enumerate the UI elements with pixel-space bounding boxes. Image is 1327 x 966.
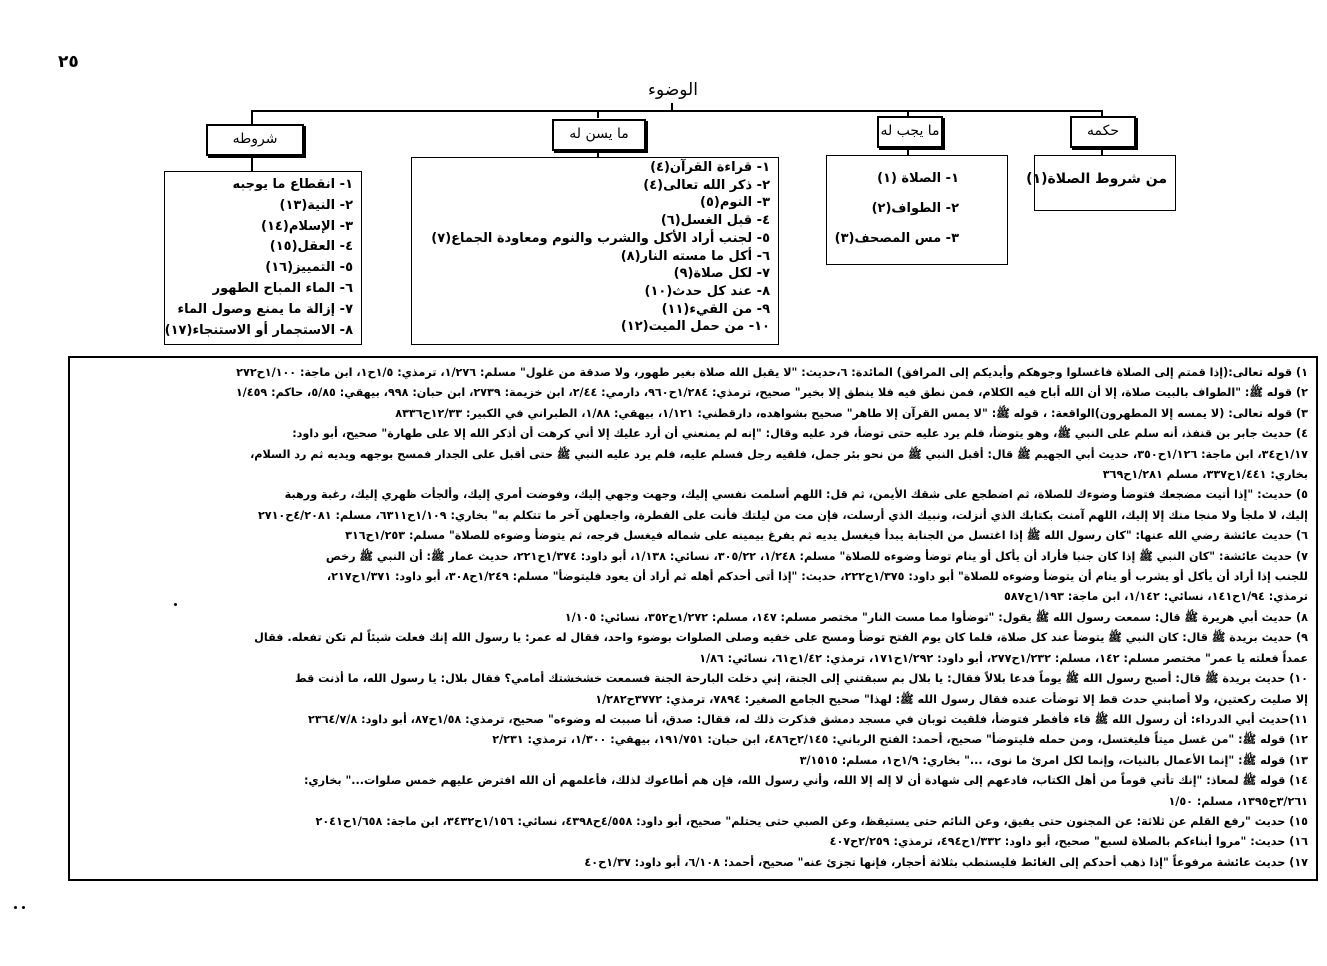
yajib-box xyxy=(826,155,1008,265)
shurut-box xyxy=(164,171,362,345)
footnote-line: عمداً فعلته يا عمر" مختصر مسلم: ١٤٢، مسلم: ١/٢٣٢ح٢٧٧، أبو داود: ١/٢٩٢ح١٧١، ترمذي: ١/٤٢ح٦١، نسائي: ١/٨٦ xyxy=(699,651,1308,665)
header-ma-yajib-lahu: ما يجب له xyxy=(877,116,943,148)
footnote-line: إلا صليت ركعتين، ولا أصابني حدث قط إلا توضأت عنده فقال رسول الله ﷺ: لهذا" صحيح الجامع الصغير: ٧٨٩٤، ترمذي: ٣٧٧٢ح١/٢٨٢ xyxy=(595,692,1308,706)
header-hukm: حكمه xyxy=(1070,116,1136,148)
footnote-line: ١٦) حديث: "مروا أبناءكم بالصلاة لسبع" صحيح، أبو داود: ١/٣٣٢ح٤٩٤، ترمذي: ٢/٢٥٩ح٤٠٧ xyxy=(829,835,1308,849)
shurut-item: ٢- النية(١٣) xyxy=(279,197,353,213)
footnote-line: ١٠) حديث بريدة ﷺ قال: أصبح رسول الله ﷺ يوماً فدعا بلالاً فقال: يا بلال بم سبقتني إلى الجنة، إني دخلت البارحة الجنة فسمعت خشخشتك أمامي؟ فقال بلال: يا رسول الله، ما أذنت قط xyxy=(294,672,1308,686)
shurut-item: ٥- التمييز(١٦) xyxy=(265,260,353,276)
footnote-line: ١٤) قوله ﷺ لمعاذ: "إنك تأتي قوماً من أهل الكتاب، فادعهم إلى شهادة أن لا إله إلا الله، وأني رسول الله، فإن هم أطاعوك لذلك، فأعلمهم أن الله افترض عليهم خمس صلوات..." بخاري: xyxy=(303,774,1308,788)
scan-speck xyxy=(174,603,177,606)
footnote-line: بخاري: ١/٤٤١ح٣٣٧، مسلم ١/٢٨١ح٣٦٩ xyxy=(1102,468,1308,482)
shurut-item: ٨- الاستجمار أو الاستنجاء(١٧) xyxy=(164,322,353,338)
shurut-item: ٤- العقل(١٥) xyxy=(269,239,353,255)
shurut-item: ٣- الإسلام(١٤) xyxy=(261,218,353,234)
yusann-item: ٦- أكل ما مسته النار(٨) xyxy=(620,248,770,264)
shurut-item: ٦- الماء المباح الطهور xyxy=(212,280,353,296)
yusann-item: ٣- النوم(٥) xyxy=(699,195,770,211)
hukm-item: من شروط الصلاة(١) xyxy=(1026,171,1167,187)
footnote-line: ١١)حديث أبي الدرداء: أن رسول الله ﷺ قاء فأفطر فتوضأ، فلقيت ثوبان في مسجد دمشق فذكرت ذلك له، فقال: صدق، أنا صببت له وضوءه" صحيح، ترمذي: ١/٥٨ح٨٧، أبو داود: ٢٣٦٤/٧/٨ xyxy=(308,712,1308,726)
footnote-line: ١٣) قوله ﷺ: "إنما الأعمال بالنيات، وإنما لكل امرئ ما نوى، ..." بخاري: ١/٩ح١، مسلم: ٣/١٥١٥ xyxy=(799,753,1308,767)
footnote-line: ١٥) حديث "رفع القلم عن ثلاثة: عن المجنون حتى يفيق، وعن النائم حتى يستيقظ، وعن الصبي حتى يحتلم" صحيح، أبو داود: ٤/٥٥٨ح٤٣٩٨، نسائي: ١/١٥٦ح٣٤٣٢، ابن ماجة: ١/٦٥٨ح٢٠٤١ xyxy=(315,814,1308,828)
yusann-item: ٩- من القيء(١١) xyxy=(661,301,770,317)
shurut-item: ١- انقطاع ما يوجبه xyxy=(232,177,353,192)
footnote-line: ٦) حديث عائشة رضي الله عنها: "كان رسول الله ﷺ إذا اغتسل من الجنابة يبدأ فيغسل يديه ثم يفرغ بيمينه على شماله فيغسل فرجه، ثم يتوضأ وضوءه للصلاة" مسلم: ١/٢٥٣ح٣١٦ xyxy=(345,529,1308,543)
footnote-line: ٩) حديث بريدة ﷺ قال: كان النبي ﷺ يتوضأ عند كل صلاة، فلما كان يوم الفتح توضأ ومسح على خفيه وصلى الصلوات بوضوء واحد، فقال له عمر: يا رسول الله إنك فعلت شيئاً لم تكن تفعله. فقال xyxy=(254,631,1308,645)
header-shurutuhu: شروطه xyxy=(206,124,304,156)
yajib-item: ٣- مس المصحف(٣) xyxy=(834,231,959,246)
page-number: ٢٥ xyxy=(58,52,79,72)
footnotes-box xyxy=(68,356,1318,881)
footnote-line: إليك، لا ملجأ ولا منجا منك إلا إليك، اللهم آمنت بكتابك الذي أنزلت، ونبيك الذي أرسلت، فإن مت من ليلتك فأنت على الفطرة، واجعلهن آخر ما تتكلم به" بخاري: ١/١٠٩ح٦٣١١، مسلم: ٤/٢٠٨١ح٢٧١٠ xyxy=(257,508,1308,522)
footnote-line: ٤) حديث جابر بن قنفذ، أنه سلم على النبي ﷺ، وهو يتوضأ، فلم يرد عليه حتى توضأ، فرد عليه وقال: "إنه لم يمنعني أن أرد عليك إلا أني كرهت أن أذكر الله إلا على طهارة" صحيح، أبو داود: xyxy=(292,427,1308,441)
yusann-item: ٧- لكل صلاة(٩) xyxy=(673,266,770,282)
yusann-item: ١- قراءة القرآن(٤) xyxy=(650,160,770,175)
footnote-line: ٢) قوله ﷺ: "الطواف بالبيت صلاة، إلا أن الله أباح فيه الكلام، فمن نطق فيه فلا ينطق إلا بخير" صحيح، ترمذي: ١/٢٨٤ح٩٦٠، دارمي: ٢/٤٤، ابن خزيمة: ٢٧٣٩، ابن حبان: ٩٩٨، بيهقي: ٥/٨٥، حاكم: ١/٤٥٩ xyxy=(235,386,1308,400)
yajib-item: ١- الصلاة (١) xyxy=(877,171,959,186)
yusann-item: ١٠- من حمل الميت(١٢) xyxy=(620,319,770,335)
footnote-line: ١٢) قوله ﷺ: "من غسل ميتاً فليغتسل، ومن حمله فليتوضأ" صحيح، أحمد: الفتح الرباني: ٢/١٤٥ح٤٨٦، ابن حبان: ١٩١/٧٥١، بيهقي: ١/٣٠٠، ترمذي: ٢/٢٣١ xyxy=(492,733,1308,747)
scan-speck xyxy=(22,906,25,909)
yusann-box xyxy=(411,157,779,345)
hukm-box xyxy=(1026,155,1176,211)
yusann-item: ٢- ذكر الله تعالى(٤) xyxy=(643,177,770,193)
footnote-line: للجنب إذا أراد أن يأكل أو يشرب أو ينام أن يتوضأ وضوءه للصلاة" أبو داود: ١/٣٧٥ح٢٢٢، حديث: "إذا أتى أحدكم أهله ثم أراد أن يعود فليتوضأ" مسلم: ١/٢٤٩ح٣٠٨، أبو داود: ١/٣٧١ح٢١٧، xyxy=(326,570,1308,584)
footnote-line: ٣/٢٦١ح١٣٩٥، مسلم: ١/٥٠ xyxy=(1168,794,1308,808)
diagram-root-title: الوضوء xyxy=(648,80,698,100)
yusann-item: ٥- لجنب أراد الأكل والشرب والنوم ومعاودة الجماع(٧) xyxy=(431,230,770,246)
yusann-item: ٨- عند كل حدث(١٠) xyxy=(644,283,770,299)
footnote-line: ترمذي: ١/٩٤ح١٤١، نسائي: ١/١٤٢، ابن ماجة: ١/١٩٣ح٥٨٧ xyxy=(1003,590,1308,604)
scan-speck xyxy=(14,906,17,909)
footnote-line: ٣) قوله تعالى: (لا يمسه إلا المطهرون)الواقعة: ، قوله ﷺ: "لا يمس القرآن إلا طاهر" صحيح بشواهده، دارقطني: ١/١٢١، بيهقي: ١/٨٨، الطبراني في الكبير: ١٢/٣٣ح٨٣٣٦ xyxy=(395,406,1308,420)
footnote-line: ١/١٧ح٣٤، ابن ماجة: ١/١٢٦ح٣٥٠، حديث أبي الجهيم ﷺ قال: أقبل النبي ﷺ من نحو بئر جمل، فلقيه رجل فسلم عليه، فلم يرد عليه النبي ﷺ حتى أقبل على الجدار فمسح بوجهه ويديه ثم رد السلام، xyxy=(250,447,1308,461)
footnote-line: ١) قوله تعالى:(إذا قمتم إلى الصلاة فاغسلوا وجوهكم وأيديكم إلى المرافق) المائدة: ٦،حديث: "لا يقبل الله صلاة بغير طهور، ولا صدقة من غلول" مسلم: ١/٢٧٦، ترمذي: ١/٥ح١، ابن ماجة: ١/١٠٠ح٢٧٢ xyxy=(236,366,1308,379)
shurut-item: ٧- إزالة ما يمنع وصول الماء xyxy=(177,301,353,317)
footnote-line: ٨) حديث أبي هريرة ﷺ قال: سمعت رسول الله ﷺ يقول: "توضأوا مما مست النار" مختصر مسلم: ١٤٧، مسلم: ١/٢٧٢ح٣٥٢، نسائي: ١/١٠٥ xyxy=(564,610,1308,624)
header-ma-yusann-lahu: ما يسن له xyxy=(552,119,646,151)
footnote-line: ١٧) حديث عائشة مرفوعاً "إذا ذهب أحدكم إلى الغائط فليستطب بثلاثة أحجار، فإنها تجزئ عنه" صحيح، أحمد: ٦/١٠٨، أبو داود: ١/٣٧ح٤٠ xyxy=(584,855,1308,869)
yusann-item: ٤- قبل الغسل(٦) xyxy=(660,213,770,229)
footnote-line: ٧) حديث عائشة: "كان النبي ﷺ إذا كان جنبا فأراد أن يأكل أو ينام توضأ وضوءه للصلاة" مسلم: ١/٢٤٨، ٣٠٥/٢٢، نسائي: ١/١٣٨، أبو داود: ١/٣٧٤ح٢٢١، حديث عمار ﷺ: أن النبي ﷺ رخص xyxy=(325,549,1308,563)
yajib-item: ٢- الطواف(٢) xyxy=(871,201,959,216)
footnote-line: ٥) حديث: "إذا أتيت مضجعك فتوضأ وضوءك للصلاة، ثم اضطجع على شقك الأيمن، ثم قل: اللهم أسلمت نفسي إليك، وجهت وجهي إليك، وفوضت أمري إليك، وألجأت ظهري إليك، رغبة ورهبة xyxy=(284,488,1308,502)
